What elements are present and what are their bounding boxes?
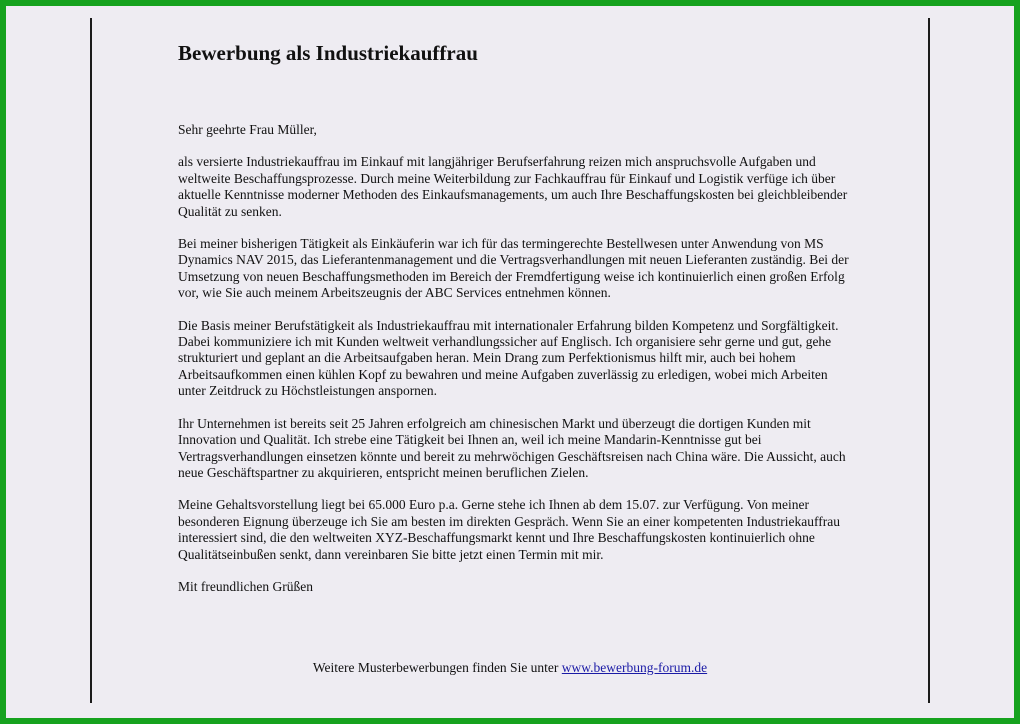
paragraph-5: Meine Gehaltsvorstellung liegt bei 65.000 Euro p.a. Gerne stehe ich Ihnen ab dem 15.07. zur Verfügung. Von meiner besonderen Eignung überzeuge ich Sie am besten im direkten Gespräch. Wenn Sie an einer kompetenten Industriekauffrau interessiert sind, die den weltweiten XYZ-Beschaffungsmarkt kennt und Ihre Beschaffungskosten kontinuierlich ohne Qualitätseinbußen senkt, dann vereinbaren Sie bitte jetzt einen Termin mit mir. [178, 497, 840, 562]
right-margin-rule [928, 18, 930, 703]
letter-title: Bewerbung als Industriekauffrau [178, 41, 478, 65]
footer-link[interactable]: www.bewerbung-forum.de [561, 660, 708, 675]
salutation: Sehr geehrte Frau Müller, [178, 122, 317, 137]
footer-text: Weitere Musterbewerbungen finden Sie unter [312, 660, 559, 675]
footer [90, 660, 930, 676]
left-margin-rule [90, 18, 92, 703]
paragraph-4: Ihr Unternehmen ist bereits seit 25 Jahren erfolgreich am chinesischen Markt und überzeugt die dortigen Kunden mit Innovation und Qualität. Ich strebe eine Tätigkeit bei Ihnen an, weil ich meine Mandarin-Kenntnisse gut bei Vertragsverhandlungen einsetzen könnte und bereit zu mehrwöchigen Geschäftsreisen nach China wäre. Die Aussicht, auch neue Geschäftspartner zu akquirieren, entspricht meinen beruflichen Zielen. [178, 415, 846, 480]
paragraph-1: als versierte Industriekauffrau im Einkauf mit langjähriger Berufserfahrung reizen mich anspruchsvolle Aufgaben und weltweite Beschaffungsprozesse. Durch meine Weiterbildung zur Fachkauffrau für Einkauf und Logistik verfüge ich über aktuelle Kenntnisse moderner Methoden des Einkaufsmanagements, um auch Ihre Beschaffungskosten bei gleichbleibender Qualität zu senken. [178, 154, 848, 219]
paragraph-3: Die Basis meiner Berufstätigkeit als Industriekauffrau mit internationaler Erfahrung bilden Kompetenz und Sorgfältigkeit. Dabei kommuniziere ich mit Kunden weltweit verhandlungssicher auf Englisch. Ich organisiere sehr gerne und gut, gehe strukturiert und geplant an die Arbeitsaufgaben heran. Mein Drang zum Perfektionismus hilft mir, auch bei hohem Arbeitsaufkommen einen kühlen Kopf zu bewahren und meine Aufgaben zuverlässig zu erledigen, wobei mich Arbeiten unter Zeitdruck zu Höchstleistungen anspornen. [178, 317, 839, 399]
paragraph-2: Bei meiner bisherigen Tätigkeit als Einkäuferin war ich für das termingerechte Bestellwesen unter Anwendung von MS Dynamics NAV 2015, das Lieferantenmanagement und die Vertragsverhandlungen mit neuen Lieferanten zuständig. Bei der Umsetzung von neuen Beschaffungsmethoden im Bereich der Fremdfertigung weise ich kontinuierlich einen großen Erfolg vor, wie Sie auch meinem Arbeitszeugnis der ABC Services entnehmen können. [178, 236, 849, 301]
letter-body [178, 40, 854, 595]
closing: Mit freundlichen Grüßen [178, 578, 313, 594]
